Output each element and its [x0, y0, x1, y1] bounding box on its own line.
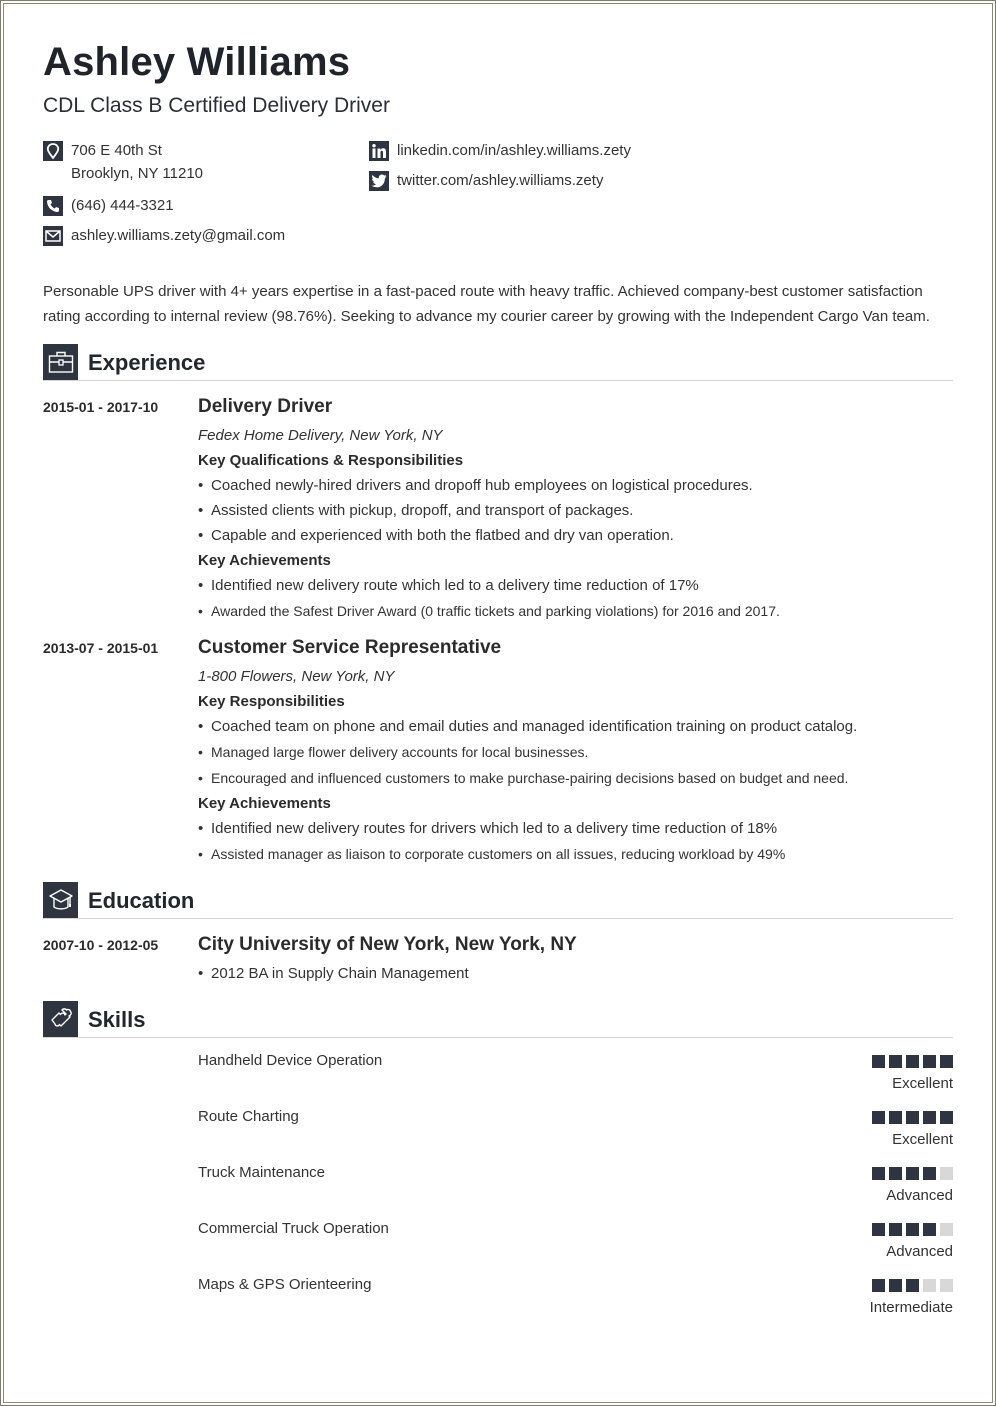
- job-bullet: • Managed large flower delivery accounts for local businesses.: [198, 744, 589, 760]
- rating-square-filled: [923, 1055, 936, 1068]
- rating-square-empty: [940, 1167, 953, 1180]
- rating-square-filled: [923, 1111, 936, 1124]
- section-title-experience: Experience: [88, 350, 206, 375]
- location-pin-icon: [43, 141, 63, 161]
- skill-rating-bar: [872, 1279, 953, 1292]
- skill-name: Handheld Device Operation: [198, 1052, 383, 1069]
- rating-square-filled: [889, 1111, 902, 1124]
- email-address[interactable]: ashley.williams.zety@gmail.com: [71, 227, 286, 244]
- section-header-education: [43, 882, 953, 919]
- education-bullet: • 2012 BA in Supply Chain Management: [198, 965, 469, 982]
- job-company: Fedex Home Delivery, New York, NY: [198, 427, 443, 444]
- rating-square-filled: [906, 1279, 919, 1292]
- job-title: Customer Service Representative: [198, 637, 502, 658]
- job-bullet: • Coached team on phone and email duties and managed identification training on product catalog.: [198, 718, 858, 735]
- section-title-skills: Skills: [88, 1007, 146, 1032]
- skill-level: Intermediate: [869, 1299, 953, 1316]
- skill-name: Commercial Truck Operation: [198, 1220, 389, 1237]
- job-company: 1-800 Flowers, New York, NY: [198, 668, 395, 685]
- job-dates: 2015-01 - 2017-10: [43, 399, 159, 415]
- skill-rating-bar: [872, 1111, 953, 1124]
- rating-square-filled: [872, 1167, 885, 1180]
- job-bullet: • Identified new delivery routes for drivers which led to a delivery time reduction of 18%: [198, 820, 778, 837]
- rating-square-filled: [889, 1167, 902, 1180]
- job-bullet: • Awarded the Safest Driver Award (0 traffic tickets and parking violations) for 2016 and 2017.: [198, 603, 780, 619]
- rating-square-filled: [906, 1223, 919, 1236]
- rating-square-filled: [923, 1223, 936, 1236]
- rating-square-filled: [872, 1111, 885, 1124]
- twitter-url[interactable]: twitter.com/ashley.williams.zety: [397, 172, 604, 189]
- job-bullet: • Identified new delivery route which led to a delivery time reduction of 17%: [198, 577, 699, 594]
- rating-square-empty: [940, 1223, 953, 1236]
- address-line-2: Brooklyn, NY 11210: [71, 165, 204, 182]
- graduation-cap-icon: [43, 882, 78, 918]
- phone-number[interactable]: (646) 444-3321: [71, 197, 174, 214]
- rating-square-filled: [889, 1055, 902, 1068]
- skill-level: Advanced: [886, 1243, 953, 1260]
- skill-level: Excellent: [892, 1075, 953, 1092]
- contact-email: [43, 226, 285, 246]
- section-header-skills: [43, 1001, 953, 1038]
- phone-icon: [43, 196, 63, 216]
- skill-rating-bar: [872, 1167, 953, 1180]
- skill-rating-bar: [872, 1055, 953, 1068]
- contact-twitter: [369, 171, 603, 191]
- skill-level: Excellent: [892, 1131, 953, 1148]
- rating-square-filled: [889, 1279, 902, 1292]
- skill-name: Truck Maintenance: [198, 1164, 326, 1181]
- linkedin-icon: [369, 141, 389, 161]
- section-header-experience: [43, 344, 953, 381]
- job-bullet: • Coached newly-hired drivers and dropoff hub employees on logistical procedures.: [198, 477, 753, 494]
- job-subheading: Key Achievements: [198, 795, 331, 812]
- rating-square-filled: [906, 1055, 919, 1068]
- rating-square-filled: [906, 1167, 919, 1180]
- skill-name: Maps & GPS Orienteering: [198, 1276, 372, 1293]
- job-title: Delivery Driver: [198, 396, 333, 417]
- job-dates: 2013-07 - 2015-01: [43, 640, 159, 656]
- skill-rating-bar: [872, 1223, 953, 1236]
- candidate-name: Ashley Williams: [43, 40, 351, 84]
- rating-square-filled: [889, 1223, 902, 1236]
- twitter-icon: [369, 171, 389, 191]
- skill-name: Route Charting: [198, 1108, 299, 1125]
- rating-square-empty: [923, 1279, 936, 1292]
- professional-summary: Personable UPS driver with 4+ years expertise in a fast-paced route with heavy traffic. Achieved company-best customer satisfaction rating according to internal review (98.76%). Seeking to advance my courier career by growing with the Independent Cargo Van team.: [43, 283, 930, 325]
- job-subheading: Key Achievements: [198, 552, 331, 569]
- address-line-1: 706 E 40th St: [71, 142, 162, 159]
- rating-square-filled: [923, 1167, 936, 1180]
- job-subheading: Key Responsibilities: [198, 693, 345, 710]
- job-bullet: • Assisted manager as liaison to corporate customers on all issues, reducing workload by 49%: [198, 846, 786, 862]
- rating-square-filled: [872, 1223, 885, 1236]
- rating-square-filled: [940, 1111, 953, 1124]
- job-bullet: • Assisted clients with pickup, dropoff, and transport of packages.: [198, 502, 634, 519]
- candidate-title: CDL Class B Certified Delivery Driver: [43, 94, 390, 117]
- job-bullet: • Encouraged and influenced customers to make purchase-pairing decisions based on budget and need.: [198, 770, 849, 786]
- envelope-icon: [43, 226, 63, 246]
- rating-square-filled: [872, 1279, 885, 1292]
- rating-square-filled: [872, 1055, 885, 1068]
- puzzle-piece-icon: [43, 1001, 78, 1037]
- education-dates: 2007-10 - 2012-05: [43, 937, 159, 953]
- section-title-education: Education: [88, 888, 195, 913]
- contact-linkedin: [369, 141, 631, 161]
- briefcase-icon: [43, 344, 78, 380]
- contact-phone: [43, 196, 174, 216]
- rating-square-filled: [906, 1111, 919, 1124]
- contact-address: [43, 141, 203, 186]
- rating-square-empty: [940, 1279, 953, 1292]
- job-bullet: • Capable and experienced with both the flatbed and dry van operation.: [198, 527, 674, 544]
- skill-level: Advanced: [886, 1187, 953, 1204]
- linkedin-url[interactable]: linkedin.com/in/ashley.williams.zety: [397, 142, 631, 159]
- rating-square-filled: [940, 1055, 953, 1068]
- education-school: City University of New York, New York, NY: [198, 934, 577, 955]
- job-subheading: Key Qualifications & Responsibilities: [198, 452, 464, 469]
